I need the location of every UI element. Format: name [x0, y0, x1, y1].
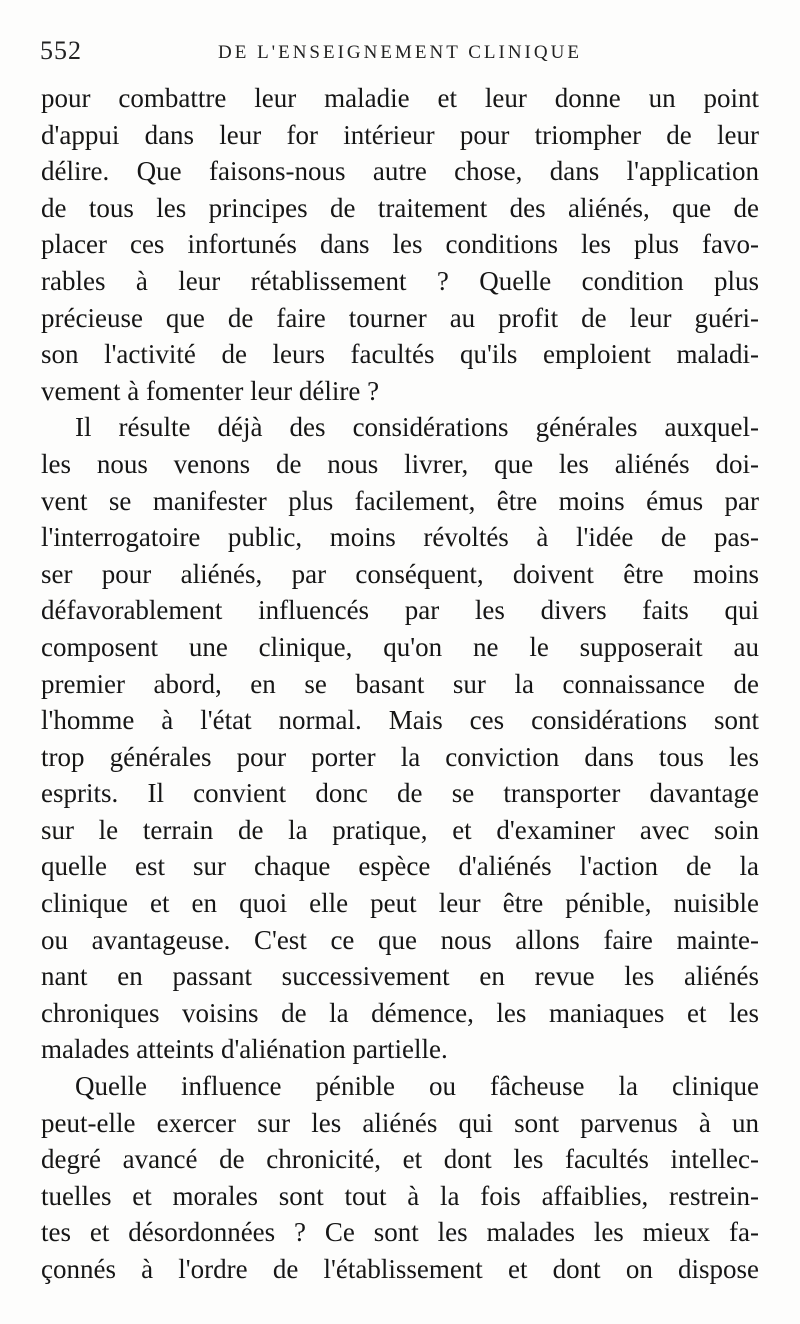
text-line: chroniques voisins de la démence, les maniaques et les: [41, 997, 759, 1028]
text-line: les nous venons de nous livrer, que les aliénés doi-: [41, 448, 759, 479]
body-text: [41, 80, 759, 1288]
text-line: rables à leur rétablissement ? Quelle condition plus: [41, 265, 759, 296]
text-line: délire. Que faisons-nous autre chose, dans l'application: [41, 156, 759, 187]
text-line: peut-elle exercer sur les aliénés qui sont parvenus à un: [41, 1107, 759, 1138]
text-line: l'homme à l'état normal. Mais ces considérations sont: [41, 705, 759, 736]
text-line: degré avancé de chronicité, et dont les facultés intellec-: [41, 1144, 759, 1175]
text-line: ser pour aliénés, par conséquent, doivent être moins: [41, 558, 759, 589]
text-line: tes et désordonnées ? Ce sont les malades les mieux fa-: [41, 1217, 759, 1248]
text-line: composent une clinique, qu'on ne le supposerait au: [41, 631, 759, 662]
text-line: son l'activité de leurs facultés qu'ils emploient maladi-: [41, 339, 759, 370]
text-line: esprits. Il convient donc de se transporter davantage: [41, 778, 759, 809]
running-head: [40, 36, 760, 66]
text-line: premier abord, en se basant sur la connaissance de: [41, 668, 759, 699]
text-line: défavorablement influencés par les divers faits qui: [41, 595, 759, 626]
text-line: tuelles et morales sont tout à la fois affaiblies, restrein-: [41, 1180, 759, 1211]
running-title: DE L'ENSEIGNEMENT CLINIQUE: [218, 42, 582, 63]
text-line: pour combattre leur maladie et leur donne un point: [41, 83, 759, 113]
text-line: clinique et en quoi elle peut leur être pénible, nuisible: [41, 888, 759, 919]
text-line: sur le terrain de la pratique, et d'examiner avec soin: [41, 814, 759, 845]
text-line: ou avantageuse. C'est ce que nous allons faire mainte-: [41, 924, 759, 955]
page-number: 552: [40, 36, 82, 65]
paragraph-end-line: malades atteints d'aliénation partielle.: [41, 1034, 448, 1065]
paragraph-start-line: Quelle influence pénible ou fâcheuse la clinique: [75, 1071, 759, 1102]
text-line: précieuse que de faire tourner au profit de leur guéri-: [41, 302, 759, 333]
text-line: quelle est sur chaque espèce d'aliénés l'action de la: [41, 851, 759, 882]
text-line: trop générales pour porter la conviction dans tous les: [41, 741, 759, 772]
text-line: d'appui dans leur for intérieur pour triompher de leur: [41, 119, 759, 150]
text-line: vent se manifester plus facilement, être moins émus par: [41, 485, 759, 516]
paragraph-start-line: Il résulte déjà des considérations générales auxquel-: [75, 412, 759, 443]
text-line: l'interrogatoire public, moins révoltés à l'idée de pas-: [41, 522, 759, 553]
text-line: placer ces infortunés dans les conditions les plus favo-: [41, 229, 759, 260]
text-line: çonnés à l'ordre de l'établissement et dont on dispose: [41, 1254, 759, 1284]
text-line: de tous les principes de traitement des aliénés, que de: [41, 192, 759, 223]
text-line: nant en passant successivement en revue les aliénés: [41, 961, 759, 992]
paragraph-end-line: vement à fomenter leur délire ?: [41, 375, 380, 406]
